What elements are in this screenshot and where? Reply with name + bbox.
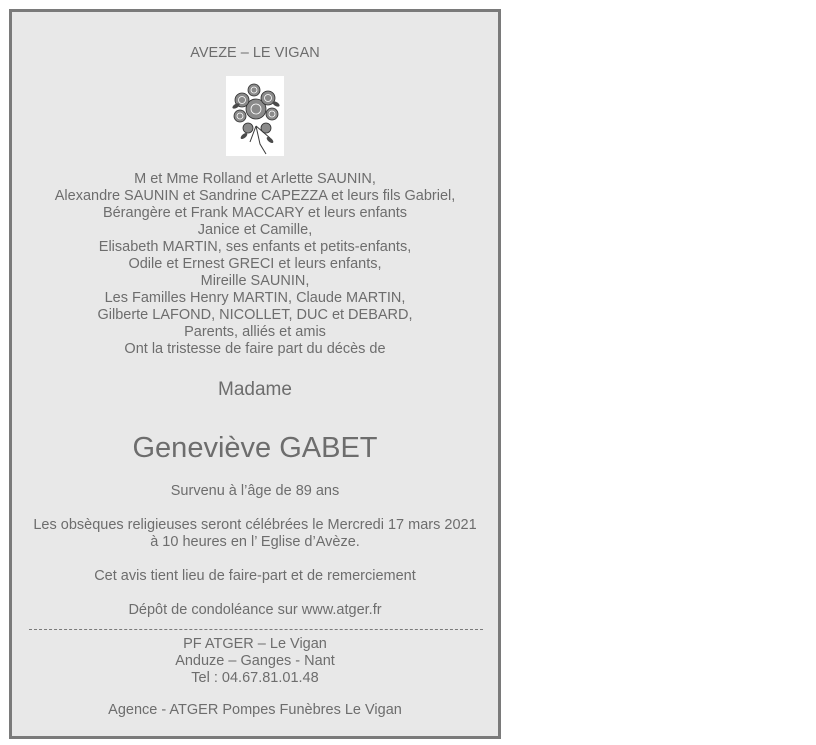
location-header: AVEZE – LE VIGAN	[190, 45, 320, 61]
footer-towns: Anduze – Ganges - Nant	[175, 653, 335, 669]
family-line-5: Elisabeth MARTIN, ses enfants et petits-enfants,	[98, 239, 412, 255]
footer-agency: Agence - ATGER Pompes Funèbres Le Vigan	[108, 702, 402, 718]
family-line-9: Gilberte LAFOND, NICOLLET, DUC et DEBARD,	[97, 307, 413, 323]
deceased-name: Geneviève GABET	[132, 432, 378, 464]
condolence-text: Dépôt de condoléance sur www.atger.fr	[128, 602, 382, 618]
footer-phone: Tel : 04.67.81.01.48	[191, 670, 319, 686]
family-line-3: Bérangère et Frank MACCARY et leurs enfants	[102, 205, 408, 221]
flower-bouquet-icon	[226, 76, 284, 156]
funeral-line-2: à 10 heures en l’ Eglise d’Avèze.	[150, 534, 360, 550]
age-text: Survenu à l’âge de 89 ans	[170, 483, 340, 499]
notice-text: Cet avis tient lieu de faire-part et de remerciement	[94, 568, 416, 584]
family-line-2: Alexandre SAUNIN et Sandrine CAPEZZA et leurs fils Gabriel,	[54, 188, 456, 204]
footer-company: PF ATGER – Le Vigan	[183, 636, 327, 652]
family-line-11: Ont la tristesse de faire part du décès de	[124, 341, 386, 357]
family-line-10: Parents, alliés et amis	[184, 324, 326, 340]
family-line-6: Odile et Ernest GRECI et leurs enfants,	[128, 256, 382, 272]
family-line-8: Les Familles Henry MARTIN, Claude MARTIN,	[104, 290, 406, 306]
funeral-line-1: Les obsèques religieuses seront célébrées le Mercredi 17 mars 2021	[33, 517, 477, 533]
deceased-title: Madame	[218, 379, 292, 400]
family-line-7: Mireille SAUNIN,	[200, 273, 310, 289]
family-line-1: M et Mme Rolland et Arlette SAUNIN,	[134, 171, 376, 187]
dashed-divider	[29, 629, 483, 630]
family-line-4: Janice et Camille,	[197, 222, 313, 238]
obituary-notice	[9, 9, 501, 739]
